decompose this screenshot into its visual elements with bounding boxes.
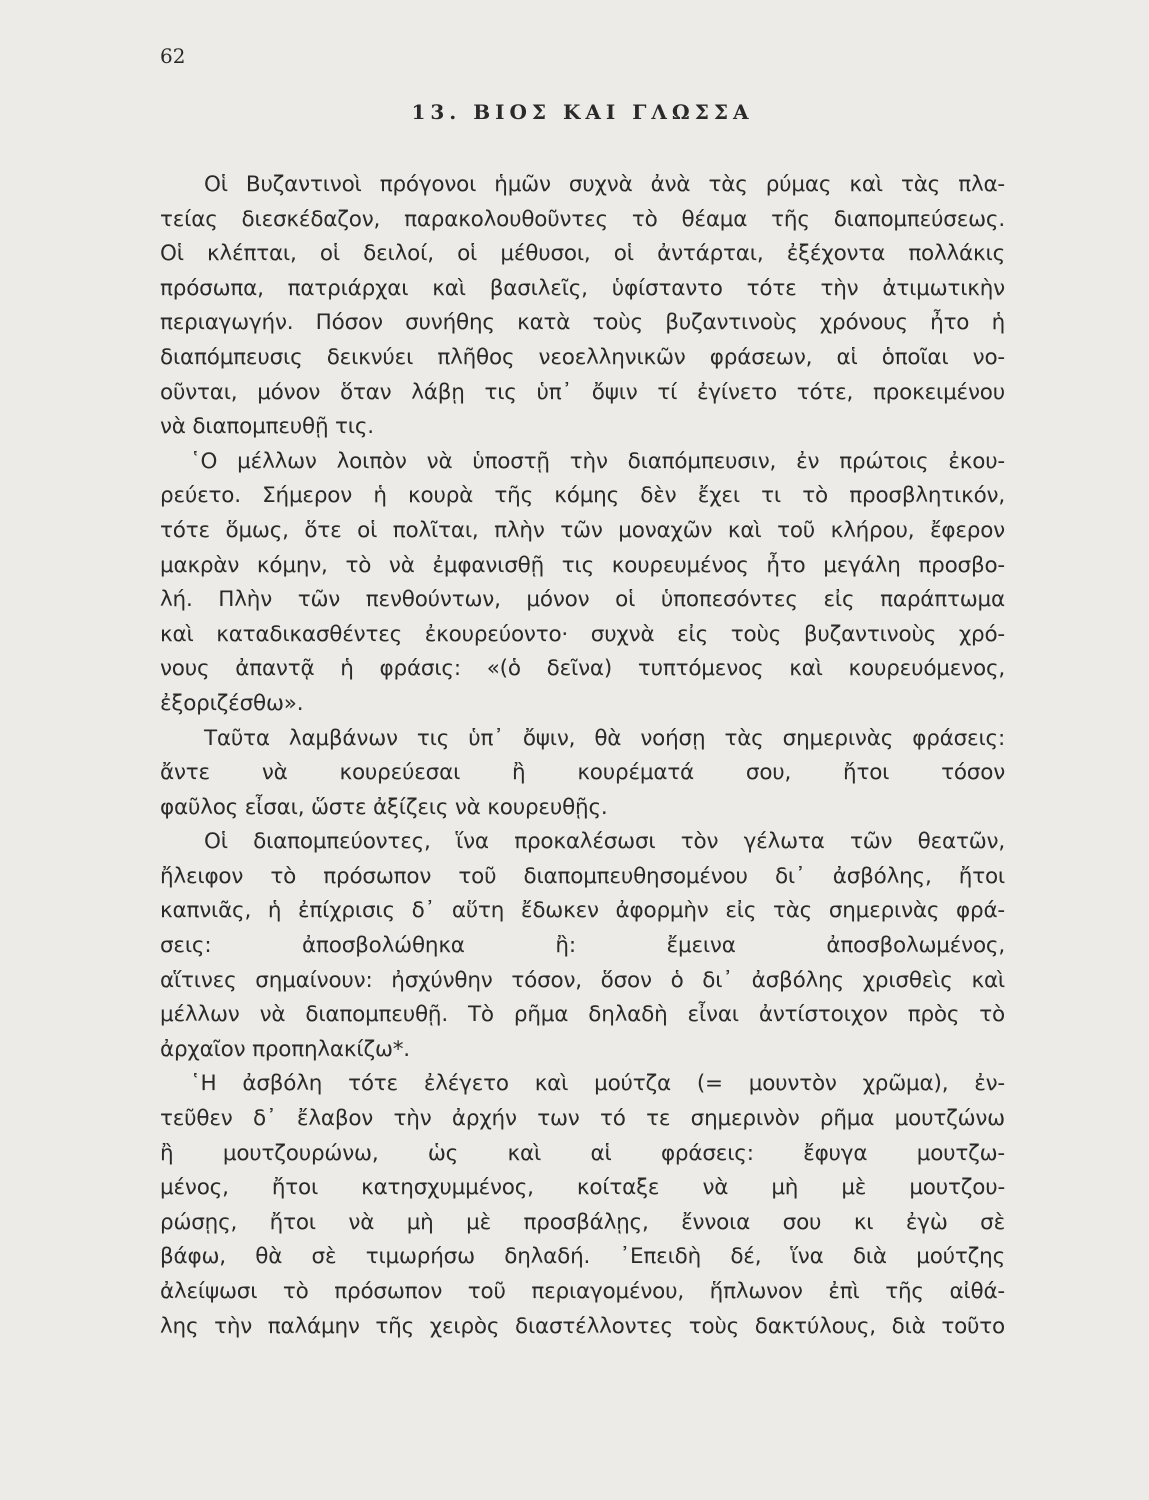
text-line: ἢ μουτζουρώνω, ὡς καὶ αἱ φράσεις: ἔφυγα μουτζω- (160, 1140, 1005, 1166)
body-text (160, 168, 1005, 1344)
text-line: ρεύετο. Σήμερον ἡ κουρὰ τῆς κόμης δὲν ἔχει τι τὸ προσβλητικόν, (160, 483, 1005, 509)
text-line: ῾Η ἀσβόλη τότε ἐλέγετο καὶ μούτζα (= μουντὸν χρῶμα), ἐν- (190, 1071, 1005, 1097)
text-line: ἐξοριζέσθω». (160, 690, 304, 716)
text-line: σεις: ἀποσβολώθηκα ἢ: ἔμεινα ἀποσβολωμένος, (160, 933, 1005, 959)
text-line: Οἱ διαπομπεύοντες, ἵνα προκαλέσωσι τὸν γέλωτα τῶν θεατῶν, (204, 829, 1005, 855)
text-line: οῦνται, μόνον ὅταν λάβῃ τις ὑπ᾽ ὄψιν τί ἐγίνετο τότε, προκειμένου (160, 379, 1005, 405)
text-line: καπνιᾶς, ἡ ἐπίχρισις δ᾽ αὕτη ἔδωκεν ἀφορμὴν εἰς τὰς σημερινὰς φρά- (160, 898, 1005, 924)
text-line: φαῦλος εἶσαι, ὥστε ἀξίζεις νὰ κουρευθῇς. (160, 794, 608, 820)
text-line: πρόσωπα, πατριάρχαι καὶ βασιλεῖς, ὑφίσταντο τότε τὴν ἀτιμωτικὴν (160, 275, 1005, 301)
text-line: αἵτινες σημαίνουν: ἠσχύνθην τόσον, ὅσον ὁ δι᾽ ἀσβόλης χρισθεὶς καὶ (160, 967, 1005, 993)
text-line: περιαγωγήν. Πόσον συνήθης κατὰ τοὺς βυζαντινοὺς χρόνους ἦτο ἡ (160, 310, 1005, 336)
text-line: διαπόμπευσις δεικνύει πλῆθος νεοελληνικῶν φράσεων, αἱ ὁποῖαι νο- (160, 344, 1005, 370)
text-line: ἀλείψωσι τὸ πρόσωπον τοῦ περιαγομένου, ἥπλωνον ἐπὶ τῆς αἰθά- (160, 1279, 1005, 1304)
text-line: τείας διεσκέδαζον, παρακολουθοῦντες τὸ θέαμα τῆς διαπομπεύσεως. (160, 206, 1005, 232)
text-line: ἤλειφον τὸ πρόσωπον τοῦ διαπομπευθησομένου δι᾽ ἀσβόλης, ἤτοι (160, 863, 1005, 889)
text-line: τεῦθεν δ᾽ ἔλαβον τὴν ἀρχήν των τό τε σημερινὸν ρῆμα μουτζώνω (160, 1106, 1005, 1132)
text-line: βάφω, θὰ σὲ τιμωρήσω δηλαδή. ᾿Επειδὴ δέ, ἵνα διὰ μούτζης (160, 1244, 1005, 1270)
text-line: Ταῦτα λαμβάνων τις ὑπ᾽ ὄψιν, θὰ νοήσῃ τὰς σημερινὰς φράσεις: (204, 725, 1005, 751)
text-line: λή. Πλὴν τῶν πενθούντων, μόνον οἱ ὑποπεσόντες εἰς παράπτωμα (160, 587, 1005, 613)
text-line: Οἱ κλέπται, οἱ δειλοί, οἱ μέθυσοι, οἱ ἀντάρται, ἐξέχοντα πολλάκις (160, 241, 1005, 267)
text-line: μακρὰν κόμην, τὸ νὰ ἐμφανισθῇ τις κουρευμένος ἦτο μεγάλη προσβο- (160, 552, 1005, 578)
text-line: ρώσῃς, ἤτοι νὰ μὴ μὲ προσβάλῃς, ἔννοια σου κι ἐγὼ σὲ (160, 1209, 1005, 1235)
text-line: μένος, ἤτοι κατησχυμμένος, κοίταξε νὰ μὴ μὲ μουτζου- (160, 1175, 1005, 1201)
text-line: Οἱ Βυζαντινοὶ πρόγονοι ἡμῶν συχνὰ ἀνὰ τὰς ρύμας καὶ τὰς πλα- (204, 172, 1005, 197)
text-line: μέλλων νὰ διαπομπευθῇ. Τὸ ρῆμα δηλαδὴ εἶναι ἀντίστοιχον πρὸς τὸ (160, 1002, 1005, 1028)
text-line: νὰ διαπομπευθῇ τις. (160, 414, 374, 440)
text-line: καὶ καταδικασθέντες ἐκουρεύοντο· συχνὰ εἰς τοὺς βυζαντινοὺς χρό- (160, 621, 1005, 647)
text-line: ἄντε νὰ κουρεύεσαι ἢ κουρέματά σου, ἤτοι τόσον (160, 760, 1005, 786)
text-line: ἀρχαῖον προπηλακίζω*. (160, 1036, 410, 1062)
page-number: 62 (160, 44, 186, 68)
text-line: τότε ὅμως, ὅτε οἱ πολῖται, πλὴν τῶν μοναχῶν καὶ τοῦ κλήρου, ἔφερον (160, 517, 1005, 543)
chapter-title: 13. ΒΙΟΣ ΚΑΙ ΓΛΩΣΣΑ (411, 100, 754, 124)
text-line: νους ἀπαντᾷ ἡ φράσις: «(ὁ δεῖνα) τυπτόμενος καὶ κουρευόμενος, (160, 656, 1005, 682)
text-line: ῾Ο μέλλων λοιπὸν νὰ ὑποστῇ τὴν διαπόμπευσιν, ἐν πρώτοις ἐκου- (190, 448, 1005, 474)
text-line: λης τὴν παλάμην τῆς χειρὸς διαστέλλοντες τοὺς δακτύλους, διὰ τοῦτο (160, 1313, 1005, 1339)
